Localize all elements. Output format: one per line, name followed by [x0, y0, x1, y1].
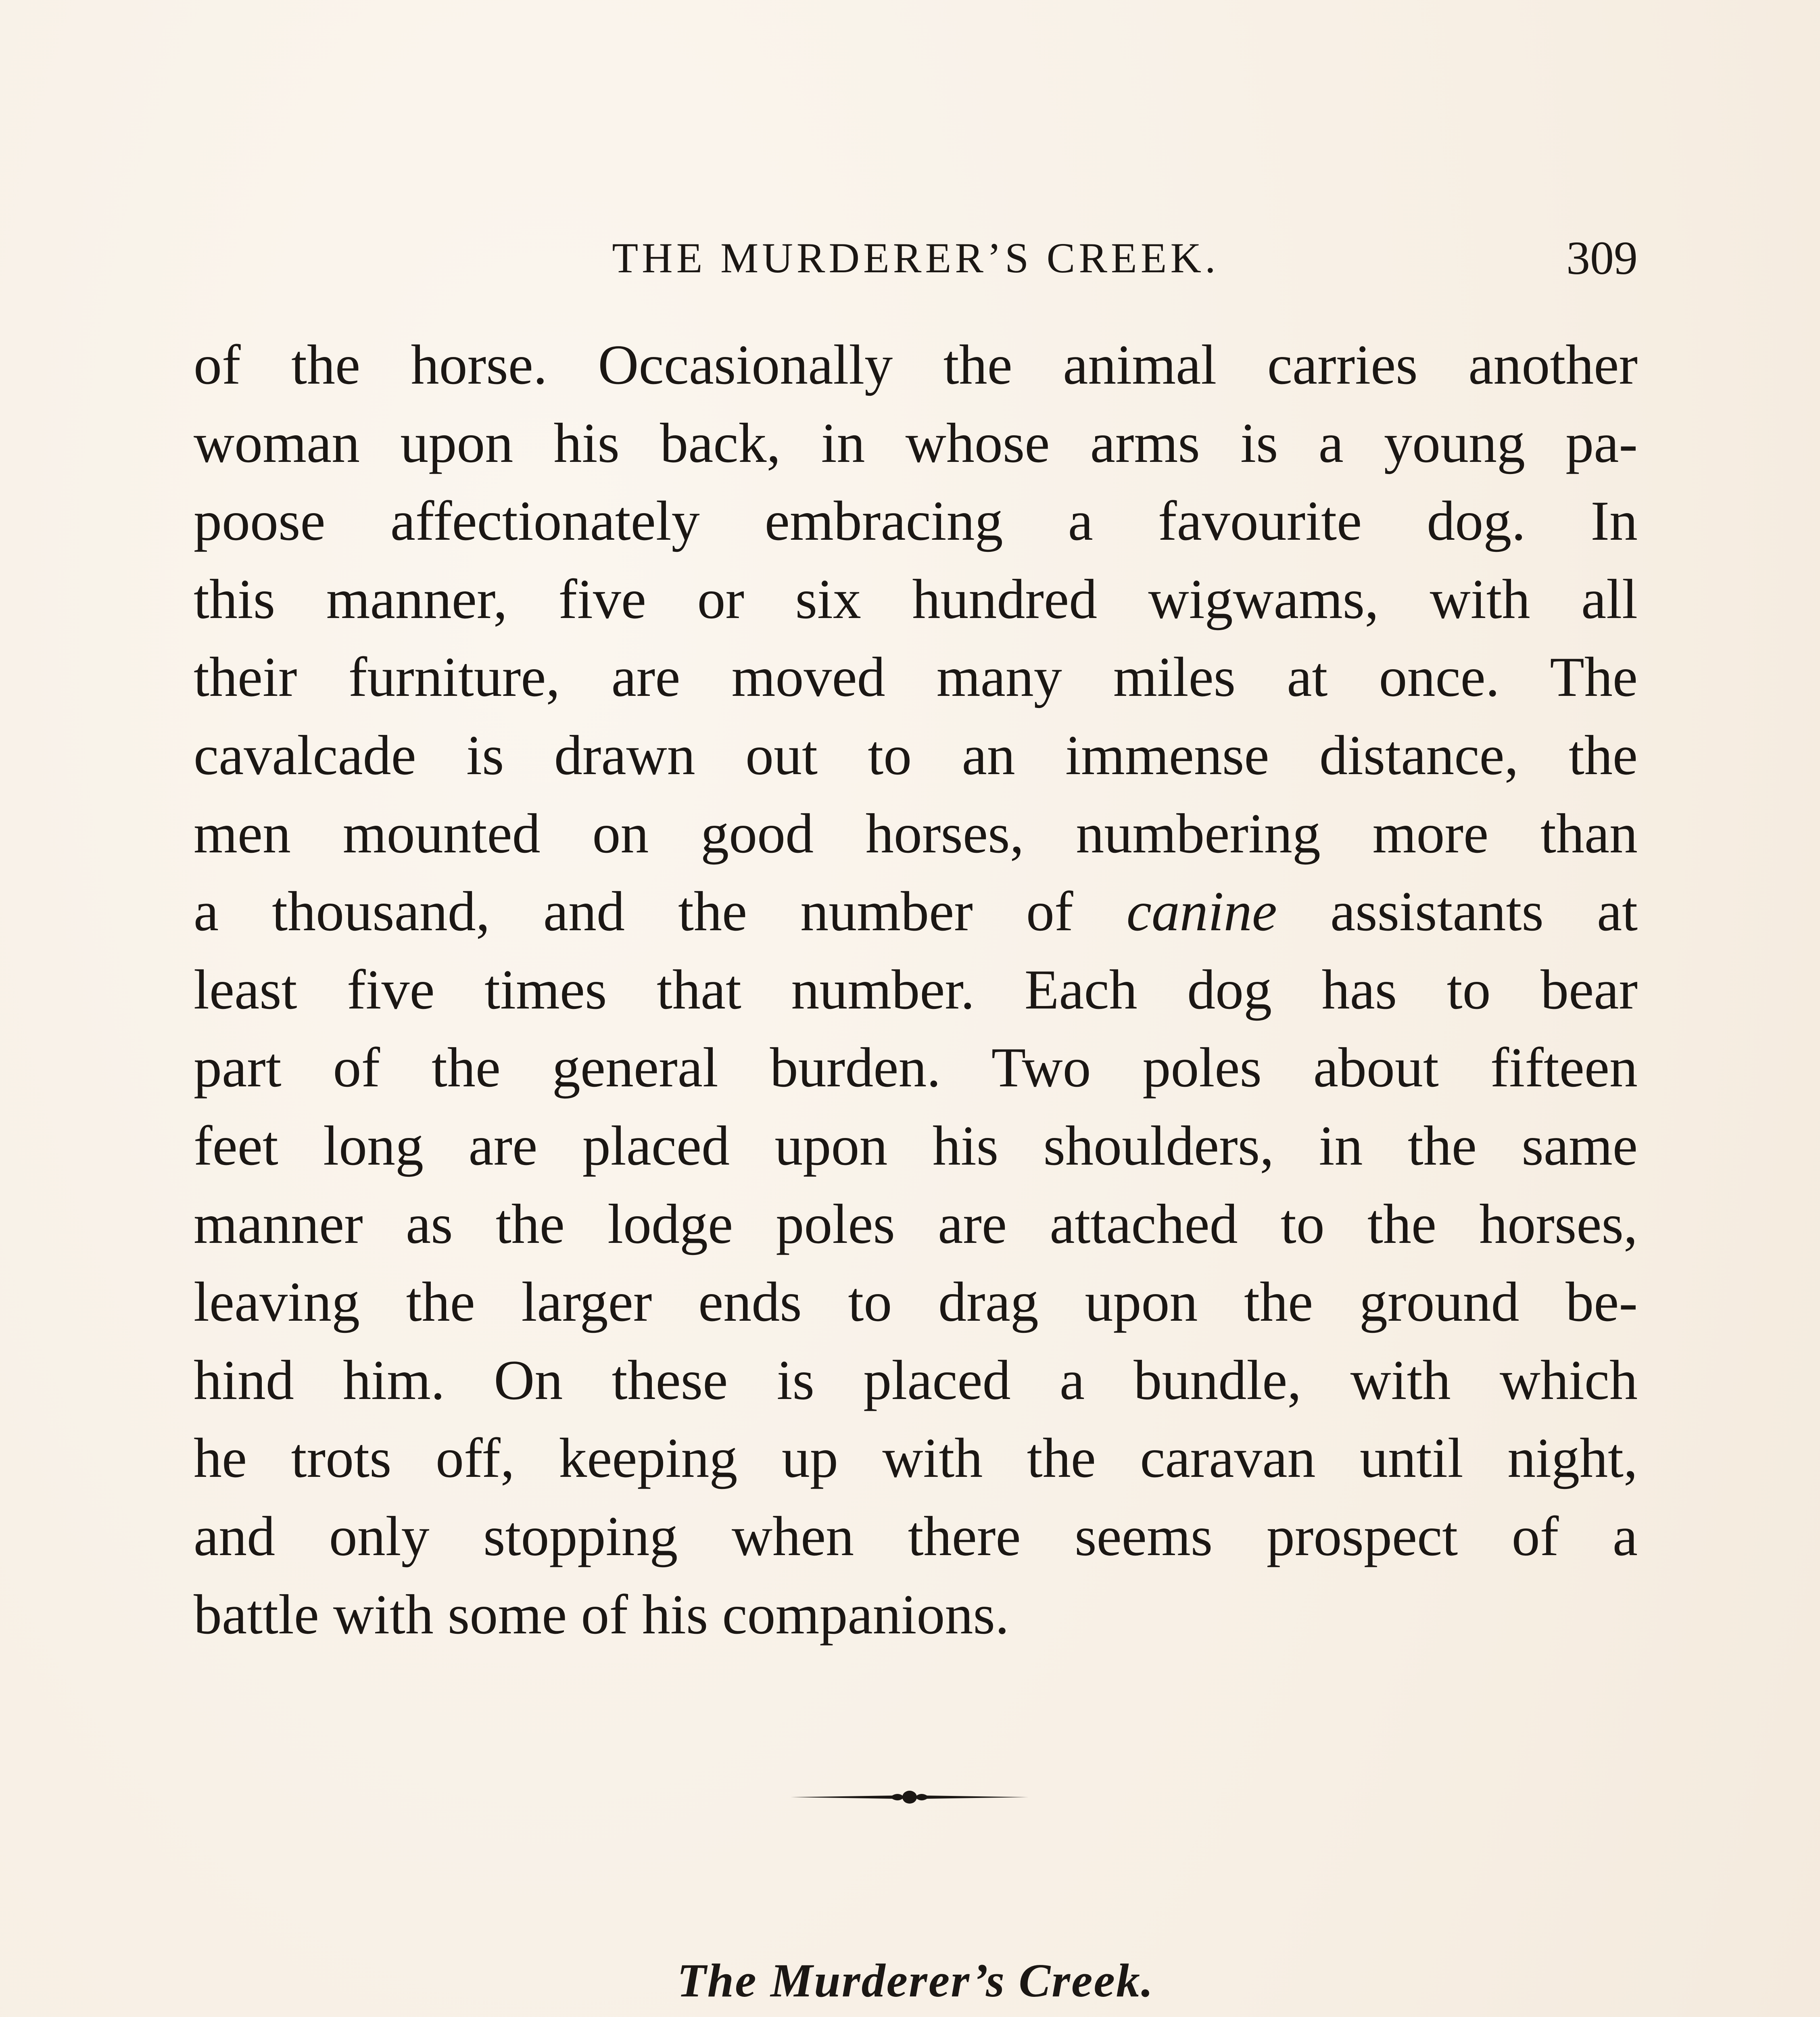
section-title: The Murderer’s Creek.: [677, 1954, 1154, 2007]
running-head-title: THE MURDERER’S CREEK.: [612, 234, 1219, 282]
text-line: least five times that number. Each dog has to bear: [194, 958, 1638, 1021]
text-line: woman upon his back, in whose arms is a young pa-: [194, 411, 1638, 474]
text-line: part of the general burden. Two poles about fifteen: [194, 1036, 1638, 1099]
text-line: of the horse. Occasionally the animal carries another: [194, 334, 1638, 396]
text-line: men mounted on good horses, numbering more than: [194, 802, 1638, 865]
text-line: hind him. On these is placed a bundle, with which: [194, 1349, 1638, 1411]
text-line: this manner, five or six hundred wigwams, with all: [194, 568, 1638, 631]
text-line: feet long are placed upon his shoulders, in the same: [194, 1114, 1638, 1177]
paragraph-continued: [194, 326, 1638, 1654]
text-line: poose affectionately embracing a favourite dog. In: [194, 490, 1638, 553]
text-line: their furniture, are moved many miles at once. The: [194, 646, 1638, 709]
page-number: 309: [1566, 232, 1638, 284]
text-run: assistants at: [1330, 880, 1638, 943]
italic-word: canine: [1126, 880, 1277, 943]
text-line: cavalcade is drawn out to an immense distance, the: [194, 724, 1638, 787]
section-divider-ornament: [791, 1785, 1029, 1809]
text-run: a thousand, and the number of: [194, 880, 1073, 943]
text-line: manner as the lodge poles are attached to the horses,: [194, 1192, 1638, 1255]
text-line: battle with some of his companions.: [194, 1583, 1009, 1646]
text-line: he trots off, keeping up with the caravan until night,: [194, 1427, 1638, 1490]
running-head: [194, 228, 1638, 288]
text-line: and only stopping when there seems prospect of a: [194, 1505, 1638, 1568]
text-line-mixed: [194, 873, 1638, 951]
text-line: leaving the larger ends to drag upon the ground be-: [194, 1271, 1638, 1334]
